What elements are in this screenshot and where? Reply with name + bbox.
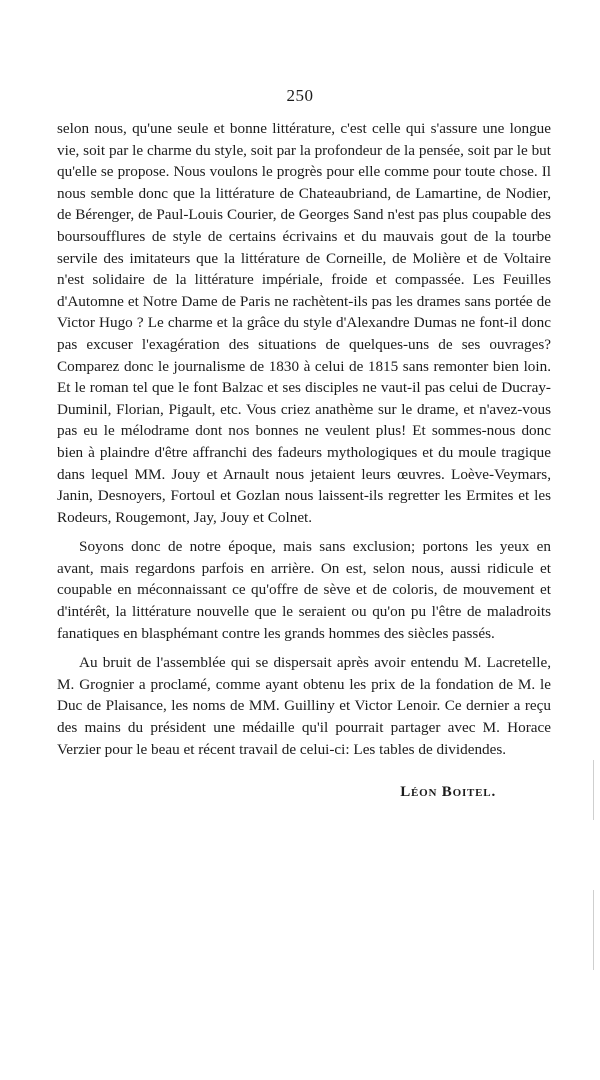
- body-text: [57, 118, 551, 760]
- paragraph-2: Soyons donc de notre époque, mais sans exclusion; portons les yeux en avant, mais regardons parfois en arrière. On est, selon nous, aussi ridicule et coupable en méconnaissant ce qu'offre de sève et de coloris, de mouvement et d'intérêt, la littérature nouvelle que le seraient ou qu'on pu l'être de maladroits fanatiques en blasphémant contre les grands hommes des siècles passés.: [57, 538, 551, 642]
- page-number: 250: [286, 86, 314, 105]
- scan-margin-line: [593, 760, 594, 820]
- author-signature: Léon Boitel.: [400, 784, 496, 800]
- paragraph-3: Au bruit de l'assemblée qui se dispersait après avoir entendu M. Lacretelle, M. Grognier a proclamé, comme ayant obtenu les prix de la fondation de M. le Duc de Plaisance, les noms de MM. Guilliny et Victor Lenoir. Ce dernier a reçu des mains du président une médaille qu'il pourrait partager avec M. Horace Verzier pour le beau et récent travail de celui-ci: Les tables de dividendes.: [57, 654, 551, 758]
- paragraph-1: selon nous, qu'une seule et bonne littérature, c'est celle qui s'assure une longue vie, soit par le charme du style, soit par la profondeur de la pensée, soit par le but qu'elle se propose. Nous voulons le progrès pour elle comme pour toute chose. Il nous semble donc que la littérature de Chateaubriand, de Lamartine, de Nodier, de Bérenger, de Paul-Louis Courier, de Georges Sand n'est pas plus coupable des boursoufflures de style de certains écrivains et du mauvais gout de la tourbe servile des imitateurs que la littérature de Corneille, de Molière et de Voltaire n'est solidaire de la littérature impériale, froide et compassée. Les Feuilles d'Automne et Notre Dame de Paris ne rachètent-ils pas les drames sans portée de Victor Hugo ? Le charme et la grâce du style d'Alexandre Dumas ne font-il donc pas excuser l'exagération des situations de quelques-uns de ses ouvrages? Comparez donc le journalisme de 1830 à celui de 1815 sans remonter bien loin. Et le roman tel que le font Balzac et ses disciples ne vaut-il pas celui de Ducray-Duminil, Florian, Pigault, etc. Vous criez anathème sur le drame, et n'avez-vous pas eu le mélodrame dont nos bonnes ne veulent plus! Et sommes-nous donc bien à plaindre d'être affranchi des fadeurs mythologiques et du moule tragique dans lequel MM. Jouy et Arnault nous jetaient leurs œuvres. Loève-Veymars, Janin, Desnoyers, Fortoul et Gozlan nous laissent-ils regretter les Ermites et les Rodeurs, Rougemont, Jay, Jouy et Colnet.: [57, 120, 551, 526]
- scan-margin-line: [593, 890, 594, 970]
